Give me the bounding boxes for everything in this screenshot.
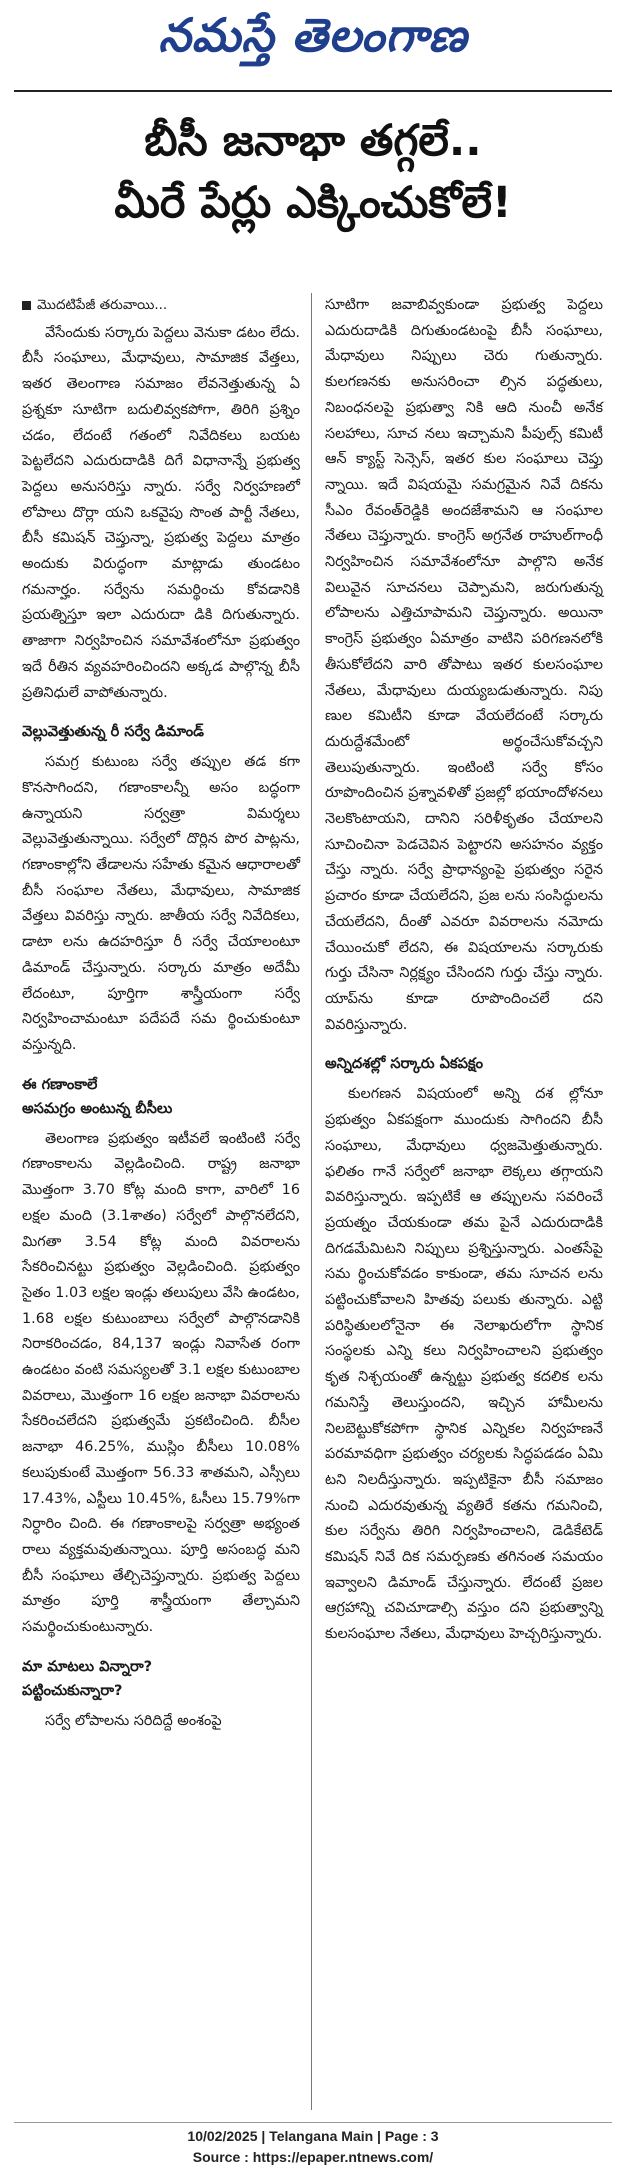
right-paragraph-2: కులగణన విషయంలో అన్ని దశ ల్లోనూ ప్రభుత్వం ఏకపక్షంగా ముందుకు సాగిందని బీసీ సంఘాలు, మేధావులు ధ్వజమెత్తుతున్నారు. ఫలితం గానే సర్వేలో జనాభా లెక్కలు తగ్గాయని వివరిస్తున్నారు. ఇప్పటికే ఆ తప్పులను సవరించే ప్రయత్నం చేయకుండా తమ పైనే ఎదురుదాడికి దిగడమేమిటని నిప్పులు ప్రశ్నిస్తున్నారు. ఎంతసేపై సమ ర్థించుకోవడం కాకుండా, తమ సూచన లను పట్టించుకోవాలని హితవు పలుకు తున్నారు. ఎట్టి పరిస్థితులలోనైనా ఈ నెలాఖరులోగా స్థానిక సంస్థలకు ఎన్ని కలు నిర్వహించాలని ప్రభుత్వం కృత నిశ్చయంతో ఉన్నట్టు ప్రభుత్వ కదలిక లను గమనిస్తే తెలుస్తుందని, ఇచ్చిన హామీలను నిలబెట్టుకోకపోగా స్థానిక ఎన్నికల నిర్వహణనే పరమావధిగా ప్రభుత్వం చర్యలకు సిద్ధపడడం ఏమి టని నిలదీస్తున్నారు. ఇప్పటికైనా బీసీ సమాజం నుంచి ఎదురవుతున్న వ్యతిరే కతను గమనించి, కుల సర్వేను తిరిగి నిర్వహించాలని, డెడికేటెడ్ కమిషన్ నివే దిక సమర్పణకు తగినంత సమయం ఇవ్వాలని డిమాండ్ చేస్తున్నారు. లేదంటే ప్రజల ఆగ్రహాన్ని చవిచూడాల్సి వస్తుం దని ప్రభుత్వాన్ని కులసంఘాల నేతలు, మేధావులు హెచ్చరిస్తున్నారు. [325,1086,603,1643]
statistics-paragraph: తెలంగాణ ప్రభుత్వం ఇటీవలే ఇంటింటి సర్వే గణాంకాలను వెల్లడించింది. రాష్ట్ర జనాభా మొత్తంగా 3.70 కోట్ల మంది కాగా, వారిలో 16 లక్షల మంది (3.1శాతం) సర్వేలో పాల్గొనలేదని, మిగతా 3.54 కోట్ల మంది వివరాలను సేకరించినట్టు ప్రభుత్వం వెల్లడించింది. ప్రభుత్వం సైతం 1.03 లక్షల ఇండ్లు తలుపులు వేసి ఉండటం, 1.68 లక్షల కుటుంబాలు సర్వేలో పాల్గొనడానికి నిరాకరించడం, 84,137 ఇండ్లు నివాసేత రంగా ఉండటం వంటి సమస్యలతో 3.1 లక్షల కుటుంబాల వివరాలు, మొత్తంగా 16 లక్షల జనాభా వివరాలను సేకరించలేదని ప్రభుత్వమే ప్రకటించింది. బీసీల జనాభా 46.25%, ముస్లిం బీసీలు 10.08% కలుపుకుంటే మొత్తంగా 56.33 శాతమని, ఎస్సీలు 17.43%, ఎస్టీలు 10.45%, ఓసీలు 15.79%గా నిర్ధారిం చింది. ఈ గణాంకాలపై సర్వత్రా అభ్యంత రాలు వ్యక్తమవుతున్నాయి. పూర్తి అసంబద్ధ మని బీసీ సంఘాలు తేల్చిచెప్తున్నారు. ప్రభుత్వ పెద్దలు మాత్రం పూర్తి శాస్త్రీయంగా తేల్చామని సమర్థించుకుంటున్నారు. [22,1130,300,1636]
continued-text: మొదటిపేజీ తరువాయి... [37,297,168,313]
left-column [22,293,300,1734]
page-footer [0,2126,626,2168]
footer-divider [14,2122,612,2123]
headline-line-2: మీరే పేర్లు ఎక్కించుకోలే! [114,178,512,228]
section-heading-listened-line-1: మా మాటలు విన్నారా? [22,1657,153,1675]
column-divider [311,293,312,2110]
newspaper-logo: నమస్తే తెలంగాణ [158,8,468,62]
article-headline [20,110,606,234]
resurvey-paragraph: సమగ్ర కుటుంబ సర్వే తప్పుల తడ కగా కొనసాగిందని, గణాంకాలన్నీ అసం బద్ధంగా ఉన్నాయని సర్వత్రా విమర్శలు వెల్లువెత్తుతున్నాయి. సర్వేలో దొర్లిన పొర పాట్లను, గణాంకాల్లోని తేడాలను సహేతు కమైన ఆధారాలతో బీసీ సంఘాల నేతలు, మేధావులు, సామాజిక వేత్తలు వివరిస్తు న్నారు. జాతీయ సర్వే నివేదికలు, డాటా లను ఉదహరిస్తూ రీ సర్వే చేయాలంటూ డిమాండ్ చేస్తున్నారు. సర్కారు మాత్రం అదేమీ లేదంటూ, పూర్తిగా శాస్త్రీయంగా సర్వే నిర్వహించామంటూ పదేపదే సమ ర్థించుకుంటూ వస్తున్నది. [22,754,300,1053]
square-bullet-icon [22,301,31,310]
section-heading-statistics [22,1073,300,1121]
section-heading-statistics-line-1: ఈ గణాంకాలే [22,1075,98,1093]
listened-paragraph: సర్వే లోపాలను సరిదిద్దే అంశంపై [45,1712,222,1729]
masthead-divider [14,90,612,92]
intro-paragraph: వేసేందుకు సర్కారు పెద్దలు వెనుకా డటం లేదు. బీసీ సంఘాలు, మేధావులు, సామాజిక వేత్తలు, ఇతర తెలంగాణ సమాజం లేవనెత్తుతున్న ఏ ప్రశ్నకూ సూటిగా బదులివ్వకపోగా, తిరిగి ప్రశ్నిం చడం, లేదంటే గతంలో నివేదికలు బయట పెట్టలేదని ఎదురుదాడికి దిగే విధానాన్నే ప్రభుత్వ పెద్దలు అనుసరిస్తు న్నారు. సర్వే నిర్వహణలో లోపాలు దొర్లా యని ఒకవైపు సొంత పార్టీ నేతలు, బీసీ కమిషన్ చెప్తున్నా, ప్రభుత్వ పెద్దలు మాత్రం అందుకు విరుద్ధంగా మాట్లాడు తుండటం గమనార్హం. సర్వేను సమర్థించు కోవడానికి ప్రయత్నిస్తూ ఇలా ఎదురుదా డికి దిగుతున్నారు. తాజాగా నిర్వహించిన సమావేశంలోనూ ప్రభుత్వం ఇదే రీతిన వ్యవహరించిందని అక్కడ పాల్గొన్న బీసీ ప్రతినిధులే వాపోతున్నారు. [22,324,300,701]
right-paragraph-1: సూటిగా జవాబివ్వకుండా ప్రభుత్వ పెద్దలు ఎదురుదాడికి దిగుతుండటంపై బీసీ సంఘాలు, మేధావులు నిప్పులు చెరు గుతున్నారు. కులగణనకు అనుసరించా ల్సిన పద్ధతులు, నిబంధనలపై ప్రభుత్వా నికి ఆది నుంచీ అనేక సలహాలు, సూచ నలు ఇచ్చామని పీపుల్స్ కమిటీ ఆన్ క్యాస్ట్ సెన్సెస్, ఇతర కుల సంఘాలు చెప్తు న్నాయి. ఇదే విషయమై సమగ్రమైన నివే దికను సీఎం రేవంత్‌రెడ్డికి అందజేశామని ఆ సంఘాల నేతలు చెప్తున్నారు. కాంగ్రెస్ అగ్రనేత రాహుల్‌గాంధీ నిర్వహించిన సమావేశంలోనూ పాల్గొని అనేక విలువైన సూచనలు చెప్పామని, జరుగుతున్న లోపాలను ఎత్తిచూపామని చెప్తున్నారు. అయినా కాంగ్రెస్ ప్రభుత్వం ఏమాత్రం వాటిని పరిగణనలోకి తీసుకోలేదని వారి తోపాటు ఇతర కులసంఘాల నేతలు, మేధావులు దుయ్యబడుతున్నారు. నిపు ణుల కమిటీని కూడా వేయలేదంటే సర్కారు దురుద్దేశమేంటో అర్థంచేసుకోవచ్చని తెలుపుతున్నారు. ఇంటింటి సర్వే కోసం రూపొందించిన ప్రశ్నావళితో ప్రజల్లో భయాందోళనలు నెలకొంటాయని, దానిని సరిళీకృతం చేయాలని సూచించినా పెడచెవిన పెట్టారని అసహనం వ్యక్తం చేస్తు న్నారు. సర్వే ప్రాధాన్యంపై ప్రభుత్వం సరైన ప్రచారం కూడా చేయలేదని, ప్రజ లను సంసిద్ధులను చేయలేదని, దీంతో ఎవరూ వివరాలను నమోదు చేయించుకో లేదని, ఈ విషయాలను సర్కారుకు గుర్తు చేసినా నిర్లక్ష్యం చేసిందని గుర్తు చేస్తు న్నారు. యాప్‌ను కూడా రూపొందించలే దని వివరిస్తున్నారు. [325,297,603,1033]
right-column [325,293,603,1648]
section-heading-statistics-line-2: అసమగ్రం అంటున్న బీసీలు [22,1099,173,1117]
footer-source: Source : https://epaper.ntnews.com/ [192,2149,434,2165]
footer-edition-info: 10/02/2025 | Telangana Main | Page : 3 [187,2128,439,2144]
section-heading-listened [22,1655,300,1703]
headline-line-1: బీసీ జనాభా తగ్గలే.. [144,116,482,166]
section-heading-listened-line-2: పట్టించుకున్నారా? [22,1681,123,1699]
masthead [0,0,626,82]
section-heading-unilateral: అన్నిదశల్లో సర్కారు ఏకపక్షం [325,1055,484,1073]
continued-label [22,293,300,319]
section-heading-resurvey: వెల్లువెత్తుతున్న రీ సర్వే డిమాండ్ [22,723,204,741]
